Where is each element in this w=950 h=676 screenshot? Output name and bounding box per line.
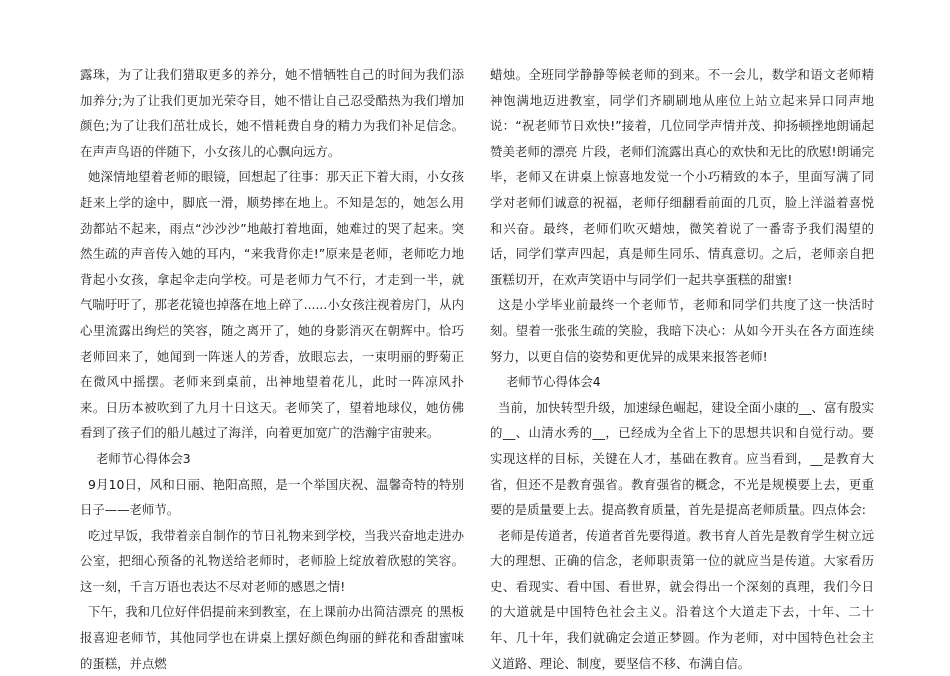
- left-paragraph-1: 露珠，为了让我们猎取更多的养分，她不惜牺牲自己的时间为我们添加养分;为了让我们更加光荣夺目，她不惜让自己忍受酷热为我们增加颜色;为了让我们茁壮成长，她不惜耗费自身的精力为我们补足信念。在声声鸟语的伴随下，小女孩儿的心飘向远方。: [80, 67, 464, 159]
- left-paragraph-5: 下午，我和几位好伴侣提前来到教室，在上课前办出简洁漂亮 的黑板报喜迎老师节，其他同学也在讲桌上摆好颜色绚丽的鲜花和香甜蜜味的蛋糕，并点燃: [80, 604, 464, 671]
- right-paragraph-2: 这是小学毕业前最终一个老师节，老师和同学们共度了这一快活时刻。望着一张张生疏的笑脸，我暗下决心：从如今开头在各方面连续努力，以更自信的姿势和更优异的成果来报答老师!: [490, 297, 874, 364]
- right-paragraph-4: 老师是传道者，传道者首先要得道。教书育人首先是教育学生树立远大的理想、正确的信念，老师职责第一位的就应当是传道。大家看历史、看现实、看中国、看世界，就会得出一个深刻的真理，我们今日的大道就是中国特色社会主义。沿着这个大道走下去，十年、二十年、几十年，我们就确定会道正梦圆。作为老师，对中国特色社会主义道路、理论、制度，要坚信不移、布满自信。: [490, 527, 874, 671]
- left-paragraph-4: 吃过早饭，我带着亲自制作的节日礼物来到学校，当我兴奋地走进办公室，把细心预备的礼物送给老师时，老师脸上绽放着欣慰的笑容。这一刻，千言万语也表达不尽对老师的感恩之情!: [80, 527, 464, 594]
- section-heading-4: 老师节心得体会4: [506, 374, 601, 390]
- right-column: [490, 62, 874, 676]
- left-paragraph-2: 她深情地望着老师的眼镜，回想起了往事：那天正下着大雨，小女孩赶来上学的途中，脚底一滑，顺势摔在地上。不知是怎的，她怎么用劲都站不起来，雨点“沙沙沙”地敲打着地面，她难过的哭了起来。突然生疏的声音传入她的耳内，“来我背你走!”原来是老师，老师吃力地背起小女孩，拿起伞走向学校。可是老师力气不行，才走到一半，就气喘吁吁了，那老花镜也掉落在地上碎了......小女孩注视着房门，从内心里流露出绚烂的笑容，随之离开了，她的身影消灭在朝辉中。恰巧老师回来了，她闻到一阵迷人的芳香，放眼忘去，一束明丽的野菊正在微风中摇摆。老师来到桌前，出神地望着花儿，此时一阵凉风扑来。日历本被吹到了九月十日这天。老师笑了，望着地球仪，她仿佛看到了孩子们的船儿越过了海洋，向着更加宽广的浩瀚宇宙驶来。: [80, 169, 464, 441]
- right-paragraph-3: 当前，加快转型升级，加速绿色崛起，建设全面小康的__、富有殷实的__、山清水秀的__，已经成为全省上下的思想共识和自觉行动。要实现这样的目标，关键在人才，基础在教育。应当看到，__是教育大省，但还不是教育强省。教育强省的概念，不光是规模要上去，更重要的是质量要上去。提高教育质量，首先是提高老师质量。四点体会:: [490, 399, 874, 518]
- left-paragraph-3: 9月10日，风和日丽、艳阳高照，是一个举国庆祝、温馨奇特的特别 日子——老师节。: [80, 476, 489, 518]
- left-column: [80, 62, 489, 676]
- right-paragraph-1: 蜡烛。全班同学静静等候老师的到来。不一会儿，数学和语文老师精神饱满地迈进教室，同学们齐刷刷地从座位上站立起来异口同声地说：“祝老师节日欢快!”接着，几位同学声情并茂、抑扬顿挫地朗诵起赞美老师的漂亮 片段，老师们流露出真心的欢快和无比的欣慰!朗诵完毕，老师又在讲桌上惊喜地发觉一个小巧精致的本子，里面写满了同学对老师们诚意的祝福，老师仔细翻看前面的几页，脸上洋溢着喜悦和兴奋。最终，老师们吹灭蜡烛，微笑着说了一番寄予我们渴望的话，同学们掌声四起，真是师生同乐、情真意切。之后，老师亲自把蛋糕切开，在欢声笑语中与同学们一起共享蛋糕的甜蜜!: [490, 67, 874, 287]
- section-heading-3: 老师节心得体会3: [96, 450, 191, 466]
